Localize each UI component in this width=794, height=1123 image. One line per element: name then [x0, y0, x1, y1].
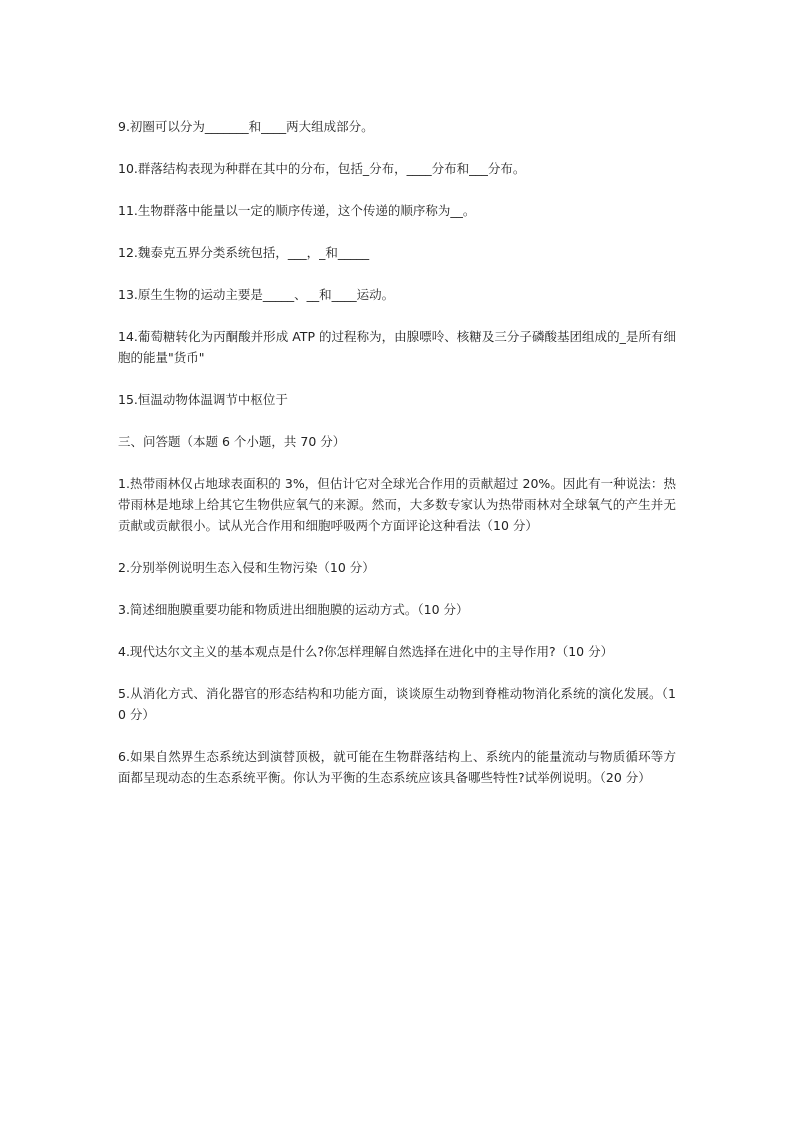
essay-question-4: 4.现代达尔文主义的基本观点是什么?你怎样理解自然选择在进化中的主导作用?（10 分）	[118, 644, 614, 659]
fill-in-question-10: 10.群落结构表现为种群在其中的分布，包括_分布，____分布和___分布。	[118, 161, 526, 176]
fill-in-question-14: 14.葡萄糖转化为丙酮酸并形成 ATP 的过程称为，由腺嘌呤、核糖及三分子磷酸基团组成的_是所有细胞的能量"货币"	[118, 329, 676, 365]
essay-question-6: 6.如果自然界生态系统达到演替顶极，就可能在生物群落结构上、系统内的能量流动与物质循环等方面都呈现动态的生态系统平衡。你认为平衡的生态系统应该具备哪些特性?试举例说明。（20 分）	[118, 749, 676, 785]
fill-in-question-13: 13.原生生物的运动主要是_____、__和____运动。	[118, 287, 395, 302]
fill-in-question-15: 15.恒温动物体温调节中枢位于	[118, 392, 288, 407]
essay-question-1: 1.热带雨林仅占地球表面积的 3%，但估计它对全球光合作用的贡献超过 20%。因此有一种说法：热带雨林是地球上给其它生物供应氧气的来源。然而，大多数专家认为热带雨林对全球氧气的产生并无贡献或贡献很小。试从光合作用和细胞呼吸两个方面评论这种看法（10 分）	[118, 476, 676, 533]
section-heading: 三、问答题（本题 6 个小题，共 70 分）	[118, 434, 346, 449]
essay-question-2: 2.分别举例说明生态入侵和生物污染（10 分）	[118, 560, 375, 575]
essay-question-5: 5.从消化方式、消化器官的形态结构和功能方面，谈谈原生动物到脊椎动物消化系统的演化发展。（10 分）	[118, 686, 676, 722]
fill-in-question-11: 11.生物群落中能量以一定的顺序传递，这个传递的顺序称为__。	[118, 203, 476, 218]
fill-in-question-12: 12.魏泰克五界分类系统包括，___，_和_____	[118, 245, 370, 260]
fill-in-question-9: 9.初圈可以分为_______和____两大组成部分。	[118, 119, 374, 134]
document-content	[118, 116, 676, 809]
essay-question-3: 3.简述细胞膜重要功能和物质进出细胞膜的运动方式。（10 分）	[118, 602, 469, 617]
